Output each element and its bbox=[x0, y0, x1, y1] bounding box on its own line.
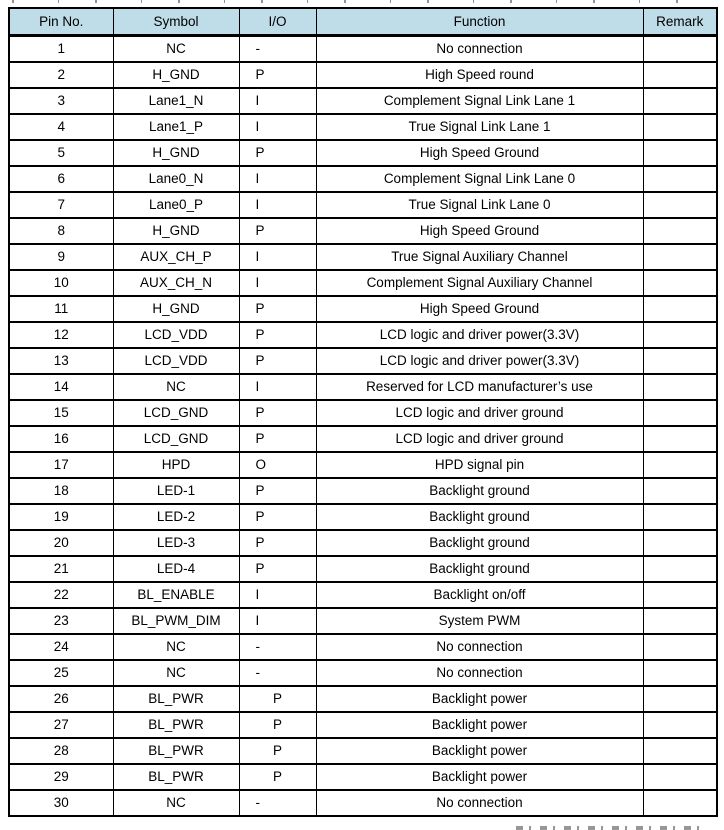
remark-cell bbox=[643, 348, 717, 374]
io-cell: P bbox=[239, 556, 316, 582]
symbol-cell: LCD_GND bbox=[113, 400, 239, 426]
table-row bbox=[9, 374, 717, 400]
symbol-cell: LED-1 bbox=[113, 478, 239, 504]
table-row bbox=[9, 244, 717, 270]
function-cell: Backlight power bbox=[316, 764, 643, 790]
io-cell: P bbox=[239, 504, 316, 530]
symbol-cell: H_GND bbox=[113, 218, 239, 244]
pin-cell: 29 bbox=[9, 764, 113, 790]
remark-cell bbox=[643, 686, 717, 712]
io-cell: P bbox=[239, 478, 316, 504]
function-cell: Backlight power bbox=[316, 738, 643, 764]
table-row bbox=[9, 36, 717, 63]
function-cell: No connection bbox=[316, 660, 643, 686]
io-cell: I bbox=[239, 582, 316, 608]
symbol-cell: LED-4 bbox=[113, 556, 239, 582]
function-cell: Complement Signal Link Lane 0 bbox=[316, 166, 643, 192]
pin-cell: 3 bbox=[9, 88, 113, 114]
remark-cell bbox=[643, 608, 717, 634]
table-row bbox=[9, 322, 717, 348]
table-row bbox=[9, 114, 717, 140]
io-cell: O bbox=[239, 452, 316, 478]
symbol-cell: Lane1_N bbox=[113, 88, 239, 114]
remark-cell bbox=[643, 36, 717, 63]
pin-assignment-table bbox=[8, 7, 718, 817]
pin-cell: 30 bbox=[9, 790, 113, 816]
io-cell: P bbox=[239, 712, 316, 738]
pin-cell: 13 bbox=[9, 348, 113, 374]
table-row bbox=[9, 738, 717, 764]
remark-cell bbox=[643, 166, 717, 192]
remark-cell bbox=[643, 582, 717, 608]
io-cell: I bbox=[239, 114, 316, 140]
symbol-cell: BL_PWM_DIM bbox=[113, 608, 239, 634]
function-cell: No connection bbox=[316, 36, 643, 63]
pin-cell: 17 bbox=[9, 452, 113, 478]
symbol-cell: NC bbox=[113, 634, 239, 660]
remark-cell bbox=[643, 530, 717, 556]
symbol-cell: LED-2 bbox=[113, 504, 239, 530]
symbol-cell: AUX_CH_N bbox=[113, 270, 239, 296]
io-cell: P bbox=[239, 764, 316, 790]
clipped-text-top-edge bbox=[12, 0, 708, 3]
col-header-symbol: Symbol bbox=[113, 8, 239, 36]
col-header-function: Function bbox=[316, 8, 643, 36]
io-cell: P bbox=[239, 738, 316, 764]
function-cell: No connection bbox=[316, 634, 643, 660]
remark-cell bbox=[643, 764, 717, 790]
pin-cell: 24 bbox=[9, 634, 113, 660]
io-cell: I bbox=[239, 608, 316, 634]
table-row bbox=[9, 348, 717, 374]
function-cell: HPD signal pin bbox=[316, 452, 643, 478]
function-cell: True Signal Link Lane 1 bbox=[316, 114, 643, 140]
table-row bbox=[9, 608, 717, 634]
remark-cell bbox=[643, 140, 717, 166]
table-row bbox=[9, 270, 717, 296]
function-cell: Reserved for LCD manufacturer’s use bbox=[316, 374, 643, 400]
function-cell: Backlight power bbox=[316, 712, 643, 738]
remark-cell bbox=[643, 322, 717, 348]
remark-cell bbox=[643, 296, 717, 322]
symbol-cell: NC bbox=[113, 374, 239, 400]
symbol-cell: BL_PWR bbox=[113, 712, 239, 738]
table-row bbox=[9, 504, 717, 530]
function-cell: Backlight on/off bbox=[316, 582, 643, 608]
remark-cell bbox=[643, 88, 717, 114]
symbol-cell: HPD bbox=[113, 452, 239, 478]
pin-cell: 5 bbox=[9, 140, 113, 166]
symbol-cell: Lane1_P bbox=[113, 114, 239, 140]
io-cell: I bbox=[239, 166, 316, 192]
pin-cell: 18 bbox=[9, 478, 113, 504]
clipped-text-bottom-edge bbox=[516, 826, 704, 830]
symbol-cell: NC bbox=[113, 660, 239, 686]
function-cell: Backlight ground bbox=[316, 504, 643, 530]
remark-cell bbox=[643, 634, 717, 660]
table-row bbox=[9, 62, 717, 88]
table-row bbox=[9, 400, 717, 426]
io-cell: P bbox=[239, 348, 316, 374]
remark-cell bbox=[643, 244, 717, 270]
pin-cell: 1 bbox=[9, 36, 113, 63]
io-cell: - bbox=[239, 790, 316, 816]
function-cell: System PWM bbox=[316, 608, 643, 634]
function-cell: True Signal Link Lane 0 bbox=[316, 192, 643, 218]
col-header-io: I/O bbox=[239, 8, 316, 36]
pin-cell: 26 bbox=[9, 686, 113, 712]
pin-cell: 27 bbox=[9, 712, 113, 738]
table-row bbox=[9, 140, 717, 166]
pin-cell: 12 bbox=[9, 322, 113, 348]
io-cell: P bbox=[239, 62, 316, 88]
table-row bbox=[9, 478, 717, 504]
io-cell: P bbox=[239, 686, 316, 712]
table-row bbox=[9, 218, 717, 244]
remark-cell bbox=[643, 400, 717, 426]
remark-cell bbox=[643, 504, 717, 530]
remark-cell bbox=[643, 738, 717, 764]
io-cell: - bbox=[239, 634, 316, 660]
io-cell: I bbox=[239, 270, 316, 296]
pin-cell: 15 bbox=[9, 400, 113, 426]
pin-cell: 20 bbox=[9, 530, 113, 556]
function-cell: LCD logic and driver ground bbox=[316, 426, 643, 452]
pin-cell: 25 bbox=[9, 660, 113, 686]
table-row bbox=[9, 790, 717, 816]
function-cell: True Signal Auxiliary Channel bbox=[316, 244, 643, 270]
remark-cell bbox=[643, 790, 717, 816]
table-row bbox=[9, 582, 717, 608]
symbol-cell: BL_PWR bbox=[113, 686, 239, 712]
function-cell: Backlight ground bbox=[316, 530, 643, 556]
remark-cell bbox=[643, 452, 717, 478]
table-row bbox=[9, 634, 717, 660]
remark-cell bbox=[643, 62, 717, 88]
table-row bbox=[9, 530, 717, 556]
table-row bbox=[9, 296, 717, 322]
table-row bbox=[9, 192, 717, 218]
symbol-cell: Lane0_P bbox=[113, 192, 239, 218]
symbol-cell: H_GND bbox=[113, 296, 239, 322]
table-row bbox=[9, 426, 717, 452]
function-cell: Backlight power bbox=[316, 686, 643, 712]
function-cell: No connection bbox=[316, 790, 643, 816]
pin-cell: 14 bbox=[9, 374, 113, 400]
table-row bbox=[9, 88, 717, 114]
function-cell: LCD logic and driver power(3.3V) bbox=[316, 322, 643, 348]
io-cell: P bbox=[239, 296, 316, 322]
table-row bbox=[9, 764, 717, 790]
pin-cell: 6 bbox=[9, 166, 113, 192]
header-row bbox=[9, 8, 717, 36]
symbol-cell: NC bbox=[113, 36, 239, 63]
symbol-cell: LCD_VDD bbox=[113, 322, 239, 348]
io-cell: P bbox=[239, 322, 316, 348]
remark-cell bbox=[643, 556, 717, 582]
pin-cell: 11 bbox=[9, 296, 113, 322]
remark-cell bbox=[643, 426, 717, 452]
io-cell: I bbox=[239, 88, 316, 114]
pin-cell: 16 bbox=[9, 426, 113, 452]
table-row bbox=[9, 712, 717, 738]
function-cell: LCD logic and driver power(3.3V) bbox=[316, 348, 643, 374]
pin-cell: 21 bbox=[9, 556, 113, 582]
io-cell: P bbox=[239, 218, 316, 244]
symbol-cell: BL_PWR bbox=[113, 764, 239, 790]
io-cell: I bbox=[239, 192, 316, 218]
pin-cell: 9 bbox=[9, 244, 113, 270]
symbol-cell: BL_PWR bbox=[113, 738, 239, 764]
symbol-cell: H_GND bbox=[113, 62, 239, 88]
col-header-pin-no: Pin No. bbox=[9, 8, 113, 36]
pin-cell: 23 bbox=[9, 608, 113, 634]
pin-cell: 22 bbox=[9, 582, 113, 608]
function-cell: High Speed Ground bbox=[316, 296, 643, 322]
symbol-cell: AUX_CH_P bbox=[113, 244, 239, 270]
symbol-cell: LCD_VDD bbox=[113, 348, 239, 374]
io-cell: - bbox=[239, 660, 316, 686]
pin-cell: 10 bbox=[9, 270, 113, 296]
symbol-cell: NC bbox=[113, 790, 239, 816]
io-cell: - bbox=[239, 36, 316, 63]
remark-cell bbox=[643, 660, 717, 686]
table-row bbox=[9, 686, 717, 712]
symbol-cell: LCD_GND bbox=[113, 426, 239, 452]
function-cell: High Speed Ground bbox=[316, 140, 643, 166]
table-row bbox=[9, 166, 717, 192]
pin-cell: 7 bbox=[9, 192, 113, 218]
remark-cell bbox=[643, 192, 717, 218]
remark-cell bbox=[643, 270, 717, 296]
col-header-remark: Remark bbox=[643, 8, 717, 36]
pin-cell: 8 bbox=[9, 218, 113, 244]
remark-cell bbox=[643, 218, 717, 244]
symbol-cell: H_GND bbox=[113, 140, 239, 166]
symbol-cell: Lane0_N bbox=[113, 166, 239, 192]
function-cell: High Speed round bbox=[316, 62, 643, 88]
function-cell: High Speed Ground bbox=[316, 218, 643, 244]
table-row bbox=[9, 660, 717, 686]
function-cell: Backlight ground bbox=[316, 478, 643, 504]
io-cell: P bbox=[239, 140, 316, 166]
pin-cell: 19 bbox=[9, 504, 113, 530]
io-cell: I bbox=[239, 374, 316, 400]
symbol-cell: BL_ENABLE bbox=[113, 582, 239, 608]
io-cell: P bbox=[239, 400, 316, 426]
function-cell: Complement Signal Link Lane 1 bbox=[316, 88, 643, 114]
remark-cell bbox=[643, 712, 717, 738]
table-row bbox=[9, 556, 717, 582]
io-cell: P bbox=[239, 426, 316, 452]
function-cell: Backlight ground bbox=[316, 556, 643, 582]
pin-cell: 2 bbox=[9, 62, 113, 88]
pin-cell: 4 bbox=[9, 114, 113, 140]
symbol-cell: LED-3 bbox=[113, 530, 239, 556]
io-cell: P bbox=[239, 530, 316, 556]
remark-cell bbox=[643, 374, 717, 400]
table-row bbox=[9, 452, 717, 478]
io-cell: I bbox=[239, 244, 316, 270]
remark-cell bbox=[643, 114, 717, 140]
function-cell: Complement Signal Auxiliary Channel bbox=[316, 270, 643, 296]
remark-cell bbox=[643, 478, 717, 504]
function-cell: LCD logic and driver ground bbox=[316, 400, 643, 426]
pin-cell: 28 bbox=[9, 738, 113, 764]
